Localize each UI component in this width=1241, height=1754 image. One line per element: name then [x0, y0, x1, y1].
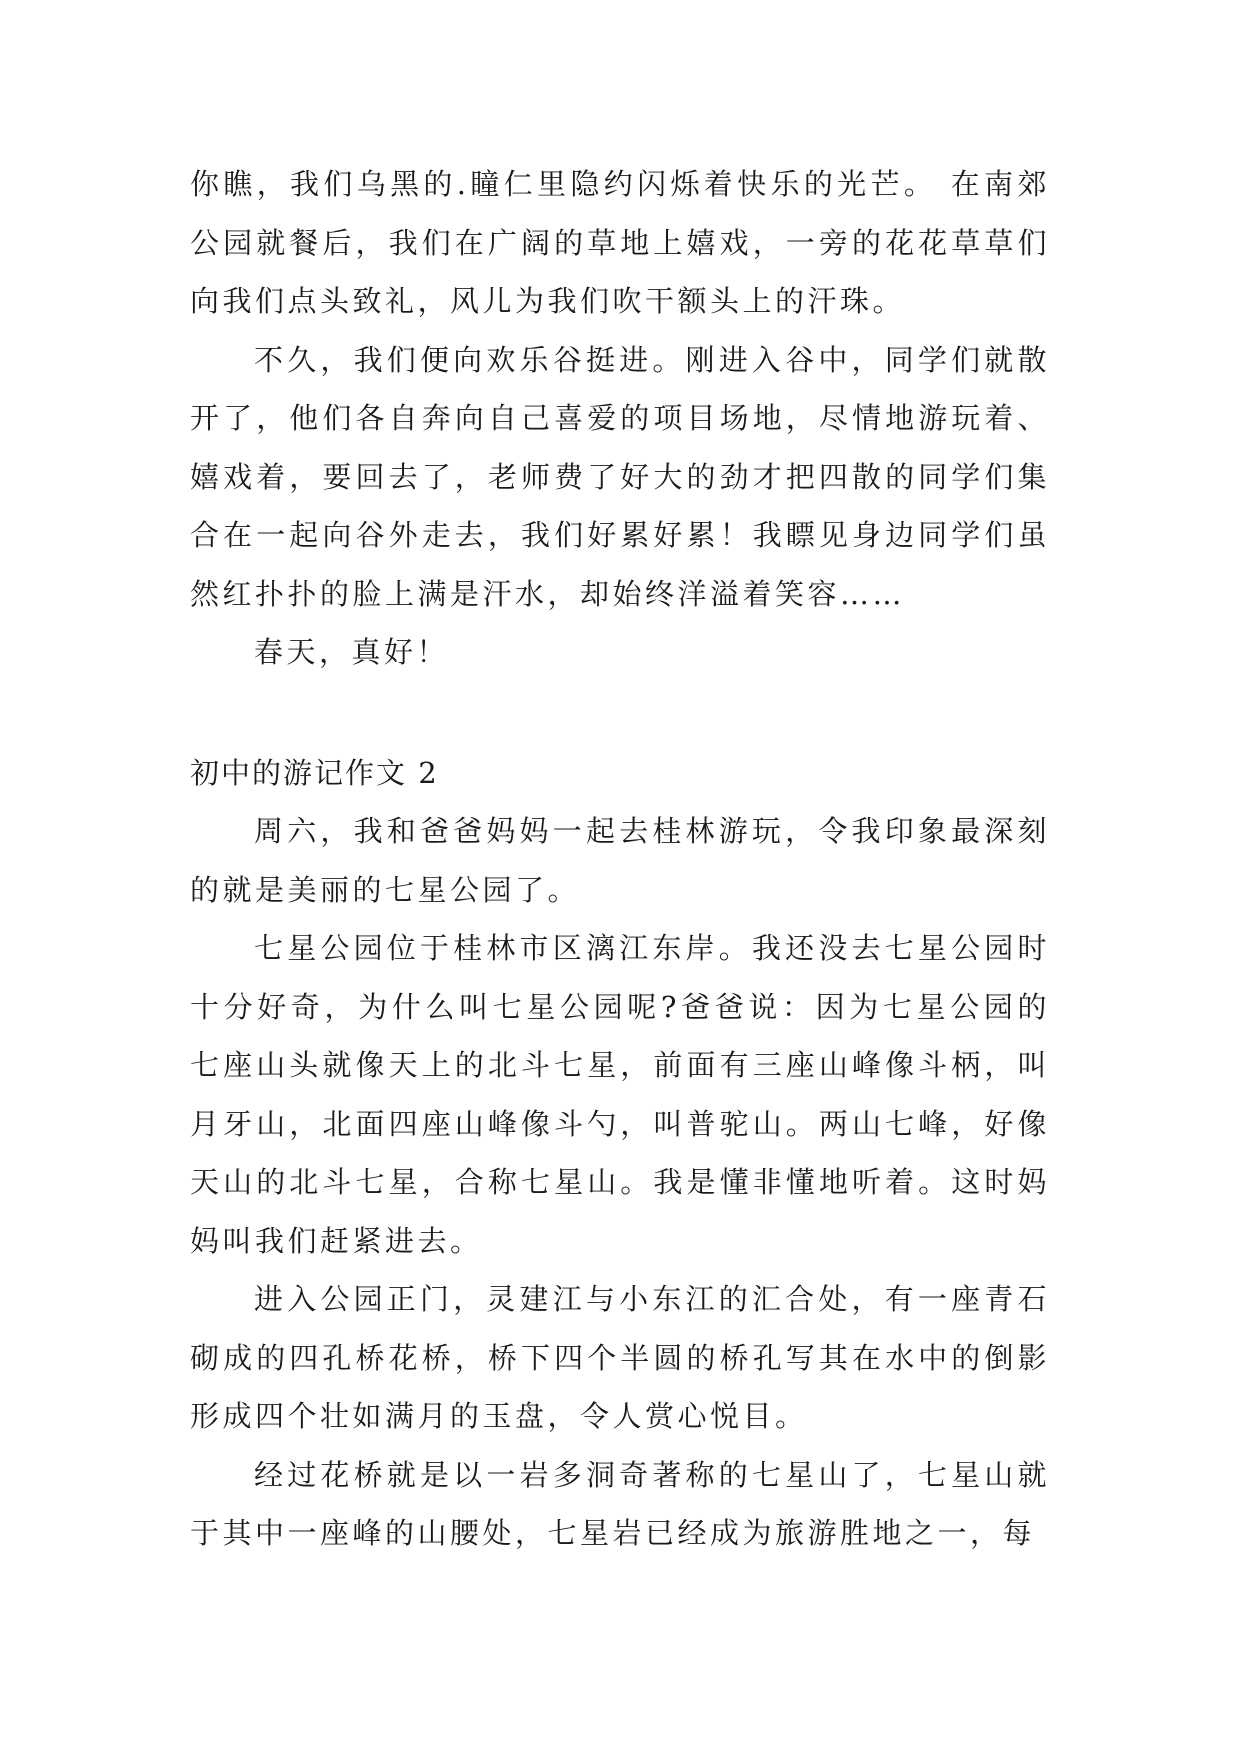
paragraph-happy-valley: 不久，我们便向欢乐谷挺进。刚进入谷中，同学们就散开了，他们各自奔向自己喜爱的项目场地，尽情地游玩着、嬉戏着，要回去了，老师费了好大的劲才把四散的同学们集合在一起向谷外走去，我们好累好累！我瞟见身边同学们虽然红扑扑的脸上满是汗水，却始终洋溢着笑容…… [190, 342, 1050, 611]
paragraph-spring-good: 春天，真好！ [254, 635, 450, 669]
paragraph-park-lunch: 你瞧，我们乌黑的.瞳仁里隐约闪烁着快乐的光芒。 在南郊公园就餐后，我们在广阔的草地上嬉戏，一旁的花花草草们向我们点头致礼，风儿为我们吹干额头上的汗珠。 [190, 167, 1050, 318]
paragraph-guilin-trip: 周六，我和爸爸妈妈一起去桂林游玩，令我印象最深刻的就是美丽的七星公园了。 [190, 814, 1050, 907]
paragraph-qixing-park: 七星公园位于桂林市区漓江东岸。我还没去七星公园时十分好奇，为什么叫七星公园呢?爸爸说：因为七星公园的七座山头就像天上的北斗七星，前面有三座山峰像斗柄，叫月牙山，北面四座山峰像斗勺，叫普驼山。两山七峰，好像天山的北斗七星，合称七星山。我是懂非懂地听着。这时妈妈叫我们赶紧进去。 [190, 931, 1050, 1258]
document-body [190, 155, 1050, 1563]
paragraph-qixing-cave: 经过花桥就是以一岩多洞奇著称的七星山了，七星山就于其中一座峰的山腰处，七星岩已经成为旅游胜地之一，每 [190, 1457, 1050, 1550]
paragraph-flower-bridge: 进入公园正门，灵建江与小东江的汇合处，有一座青石砌成的四孔桥花桥，桥下四个半圆的桥孔写其在水中的倒影形成四个壮如满月的玉盘，令人赏心悦目。 [190, 1282, 1050, 1433]
section-title: 初中的游记作文 2 [190, 755, 439, 790]
